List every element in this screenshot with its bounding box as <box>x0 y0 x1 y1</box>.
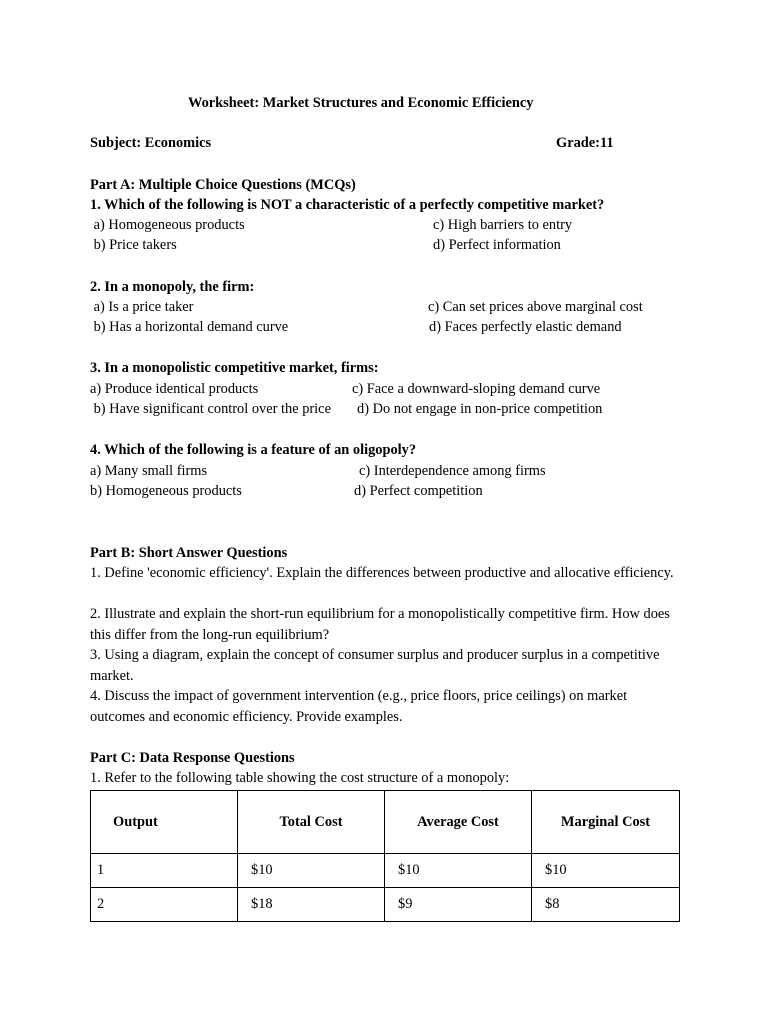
table-header-output: Output <box>91 791 238 854</box>
short-answer-question-2: 2. Illustrate and explain the short-run equilibrium for a monopolistically competitive firm. How does this differ from the long-run equilibrium? <box>90 606 670 643</box>
short-answer-question-3: 3. Using a diagram, explain the concept of consumer surplus and producer surplus in a competitive market. <box>90 647 660 684</box>
mcq-1-option-a: a) Homogeneous products <box>90 217 245 233</box>
mcq-1-option-d: d) Perfect information <box>433 237 561 253</box>
mcq-3-option-c: c) Face a downward-sloping demand curve <box>352 381 601 397</box>
table-cell-marginal-cost: $8 <box>532 888 680 922</box>
table-cell-average-cost: $10 <box>385 854 532 888</box>
mcq-2-option-b: b) Has a horizontal demand curve <box>90 319 289 335</box>
table-row <box>91 888 680 922</box>
table-header-total-cost: Total Cost <box>238 791 385 854</box>
mcq-question-3: 3. In a monopolistic competitive market, firms: <box>90 360 379 376</box>
mcq-1-option-c: c) High barriers to entry <box>433 217 573 233</box>
mcq-question-2: 2. In a monopoly, the firm: <box>90 279 255 295</box>
mcq-4-option-d: d) Perfect competition <box>354 483 483 499</box>
mcq-2-option-a: a) Is a price taker <box>90 299 194 315</box>
table-cell-marginal-cost: $10 <box>532 854 680 888</box>
data-response-intro: 1. Refer to the following table showing the cost structure of a monopoly: <box>90 770 510 786</box>
mcq-4-option-b: b) Homogeneous products <box>90 483 242 499</box>
short-answer-question-4: 4. Discuss the impact of government intervention (e.g., price floors, price ceilings) on market outcomes and economic efficiency. Provide examples. <box>90 688 628 725</box>
mcq-3-option-a: a) Produce identical products <box>90 381 259 397</box>
part-b-heading: Part B: Short Answer Questions <box>90 545 288 561</box>
subject-label: Subject: Economics <box>90 135 212 151</box>
grade-label: Grade:11 <box>556 135 614 151</box>
table-header-average-cost: Average Cost <box>385 791 532 854</box>
mcq-3-option-d: d) Do not engage in non-price competition <box>357 401 603 417</box>
mcq-4-option-a: a) Many small firms <box>90 463 208 479</box>
table-header-marginal-cost: Marginal Cost <box>532 791 680 854</box>
short-answer-question-1: 1. Define 'economic efficiency'. Explain the differences between productive and allocative efficiency. <box>90 565 674 581</box>
mcq-2-option-c: c) Can set prices above marginal cost <box>428 299 643 315</box>
mcq-4-option-c: c) Interdependence among firms <box>359 463 546 479</box>
table-header-row <box>91 791 680 854</box>
mcq-1-option-b: b) Price takers <box>90 237 177 253</box>
mcq-3-option-b: b) Have significant control over the price <box>90 401 331 417</box>
table-cell-output: 2 <box>91 888 238 922</box>
mcq-2-option-d: d) Faces perfectly elastic demand <box>429 319 622 335</box>
part-a-heading: Part A: Multiple Choice Questions (MCQs) <box>90 177 356 193</box>
mcq-question-4: 4. Which of the following is a feature of an oligopoly? <box>90 442 417 458</box>
table-row <box>91 854 680 888</box>
part-c-heading: Part C: Data Response Questions <box>90 750 295 766</box>
table-cell-total-cost: $10 <box>238 854 385 888</box>
table-cell-output: 1 <box>91 854 238 888</box>
table-cell-average-cost: $9 <box>385 888 532 922</box>
worksheet-title: Worksheet: Market Structures and Economic Efficiency <box>188 95 534 111</box>
cost-structure-table <box>90 790 680 922</box>
table-cell-total-cost: $18 <box>238 888 385 922</box>
mcq-question-1: 1. Which of the following is NOT a characteristic of a perfectly competitive market? <box>90 197 605 213</box>
